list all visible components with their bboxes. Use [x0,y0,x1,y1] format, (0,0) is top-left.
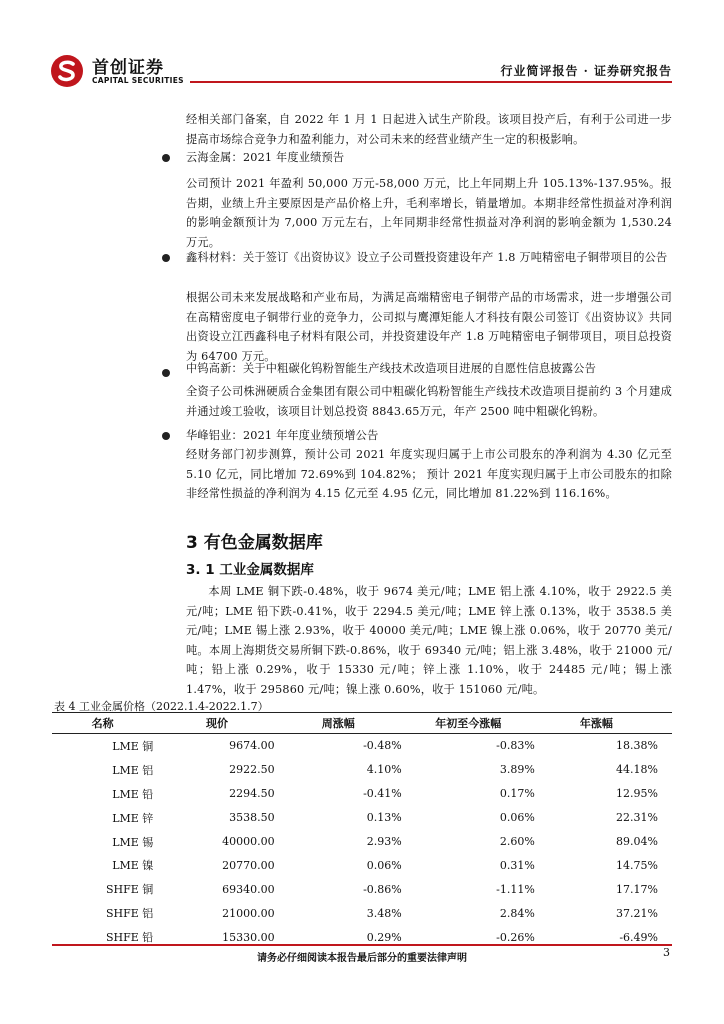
table-row [52,806,672,830]
item-body-huafeng: 经财务部门初步测算，预计公司 2021 年度实现归属于上市公司股东的净利润为 4.30 亿元至 5.10 亿元，同比增加 72.69%到 104.82%； 预计 2021 年度实现归属于上市公司股东的扣除非经常性损益的净利润为 4.15 亿元至 4.95 亿元，同比增加 81.22%到 116.16%。 [186,448,672,500]
item-title-yunhai: 云海金属：2021 年度业绩预告 [186,151,345,164]
table-row [52,782,672,806]
report-type-title: 行业简评报告 · 证券研究报告 [500,64,672,78]
cell-price: 15330.00 [222,930,275,944]
bullet-icon [162,432,170,440]
item-title-huafeng: 华峰铝业：2021 年年度业绩预增公告 [186,429,379,442]
cell-price: 21000.00 [222,906,275,920]
bullet-icon [162,254,170,262]
cell-weekly-change: 0.06% [366,858,402,872]
cell-price: 2294.50 [229,787,275,801]
section-heading: 3 有色金属数据库 [186,533,323,553]
column-header-name: 名称 [52,713,159,734]
cell-weekly-change: 0.29% [366,930,402,944]
column-header-annual-change: 年涨幅 [535,713,672,734]
item-title-xinke: 鑫科材料：关于签订《出资协议》设立子公司暨投资建设年产 1.8 万吨精密电子铜带项目的公告 [186,251,668,264]
cell-ytd-change: 3.89% [499,763,535,777]
cell-price: 2922.50 [229,763,275,777]
table-row [52,853,672,877]
cell-weekly-change: 0.13% [366,811,402,825]
cell-annual-change: 89.04% [616,835,658,848]
cell-ytd-change: -0.26% [496,930,535,944]
column-header-ytd-change: 年初至今涨幅 [402,713,535,734]
table-row [52,734,672,758]
header-divider [190,81,672,83]
table-caption: 表 4 工业金属价格（2022.1.4-2022.1.7） [54,700,269,713]
item-title-zhongwu: 中钨高新：关于中粗碳化钨粉智能生产线技术改造项目进展的自愿性信息披露公告 [186,362,596,375]
cell-weekly-change: -0.48% [363,739,402,753]
column-header-price: 现价 [159,713,274,734]
cell-name: SHFE 铜 [106,883,154,897]
cell-annual-change: 14.75% [616,858,658,872]
footer-divider [52,944,672,946]
column-header-weekly-change: 周涨幅 [275,713,402,734]
table-row [52,877,672,901]
logo-chinese-name: 首创证券 [92,58,164,78]
cell-ytd-change: 0.31% [499,858,535,872]
cell-weekly-change: -0.86% [363,882,402,896]
cell-name: LME 锌 [112,811,154,825]
cell-price: 9674.00 [229,739,275,753]
logo-english-name: CAPITAL SECURITIES [92,76,184,85]
page-header [0,0,724,90]
cell-ytd-change: -0.83% [496,739,535,753]
cell-price: 40000.00 [222,835,275,848]
cell-ytd-change: 2.84% [499,906,535,920]
bullet-icon [162,154,170,162]
cell-annual-change: 12.95% [616,787,658,801]
cell-annual-change: 44.18% [616,763,658,777]
cell-weekly-change: -0.41% [363,787,402,801]
cell-ytd-change: 2.60% [499,835,535,848]
cell-annual-change: -6.49% [619,930,658,944]
table-row [52,758,672,782]
cell-name: LME 锡 [112,835,154,849]
bullet-icon [162,369,170,377]
cell-annual-change: 18.38% [616,739,658,753]
item-body-yunhai: 公司预计 2021 年盈利 50,000 万元-58,000 万元，比上年同期上升 105.13%-137.95%。报告期，业绩上升主要原因是产品价格上升，毛利率增长，销量增加。本期非经常性损益对净利润的影响金额预计为 7,000 万元左右，上年同期非经常性损益对净利润的影响金额为 1,530.24 万元。 [186,177,672,249]
metal-summary-paragraph: 本周 LME 铜下跌-0.48%，收于 9674 美元/吨；LME 铝上涨 4.10%，收于 2922.5 美元/吨；LME 铅下跌-0.41%，收于 2294.5 美元/吨；LME 锌上涨 0.13%，收于 3538.5 美元/吨；LME 锡上涨 2.93%，收于 40000 美元/吨；LME 镍上涨 0.06%，收于 20770 美元/吨。本周上海期货交易所铜下跌-0.86%，收于 69340 元/吨；铝上涨 3.48%，收于 21000 元/吨；铅上涨 0.29%，收于 15330 元/吨；锌上涨 1.10%，收于 24485 元/吨；锡上涨 1.47%，收于 295860 元/吨；镍上涨 0.60%，收于 151060 元/吨。 [186,585,672,696]
cell-weekly-change: 4.10% [366,763,402,777]
item-body-zhongwu: 全资子公司株洲硬质合金集团有限公司中粗碳化钨粉智能生产线技术改造项目提前约 3 个月建成并通过竣工验收，该项目计划总投资 8843.65万元，年产 2500 吨中粗碳化钨粉。 [186,385,672,418]
cell-ytd-change: 0.06% [499,811,535,825]
table-row [52,901,672,925]
cell-price: 3538.50 [229,811,275,825]
cell-name: LME 铝 [112,763,154,777]
cell-name: LME 镍 [112,859,154,873]
cell-name: LME 铅 [112,787,154,801]
table-header-row [52,713,672,734]
legal-disclaimer: 请务必仔细阅读本报告最后部分的重要法律声明 [257,953,467,964]
table-row [52,830,672,854]
cell-weekly-change: 2.93% [366,835,402,848]
cell-ytd-change: -1.11% [496,882,535,896]
cell-name: SHFE 铅 [106,931,154,945]
metal-price-table [52,712,672,949]
cell-annual-change: 37.21% [616,906,658,920]
cell-annual-change: 17.17% [616,882,658,896]
intro-paragraph: 经相关部门备案，自 2022 年 1 月 1 日起进入试生产阶段。该项目投产后，有利于公司进一步提高市场综合竞争力和盈利能力，对公司未来的经营业绩产生一定的积极影响。 [186,113,672,146]
cell-price: 20770.00 [222,858,275,872]
capital-securities-logo-icon [50,54,84,88]
cell-price: 69340.00 [222,882,275,896]
cell-weekly-change: 3.48% [366,906,402,920]
subsection-heading: 3. 1 工业金属数据库 [186,562,314,578]
cell-annual-change: 22.31% [616,811,658,825]
cell-ytd-change: 0.17% [499,787,535,801]
company-logo [50,52,240,90]
page-number: 3 [663,946,670,959]
item-body-xinke: 根据公司未来发展战略和产业布局，为满足高端精密电子铜带产品的市场需求，进一步增强公司在高精密度电子铜带行业的竞争力，公司拟与鹰潭矩能人才科技有限公司签订《出资协议》共同出资设立江西鑫科电子材料有限公司，并投资建设年产 1.8 万吨精密电子铜带项目，项目总投资为 64700 万元。 [186,291,672,363]
cell-name: SHFE 铝 [106,907,154,921]
cell-name: LME 铜 [112,739,154,753]
